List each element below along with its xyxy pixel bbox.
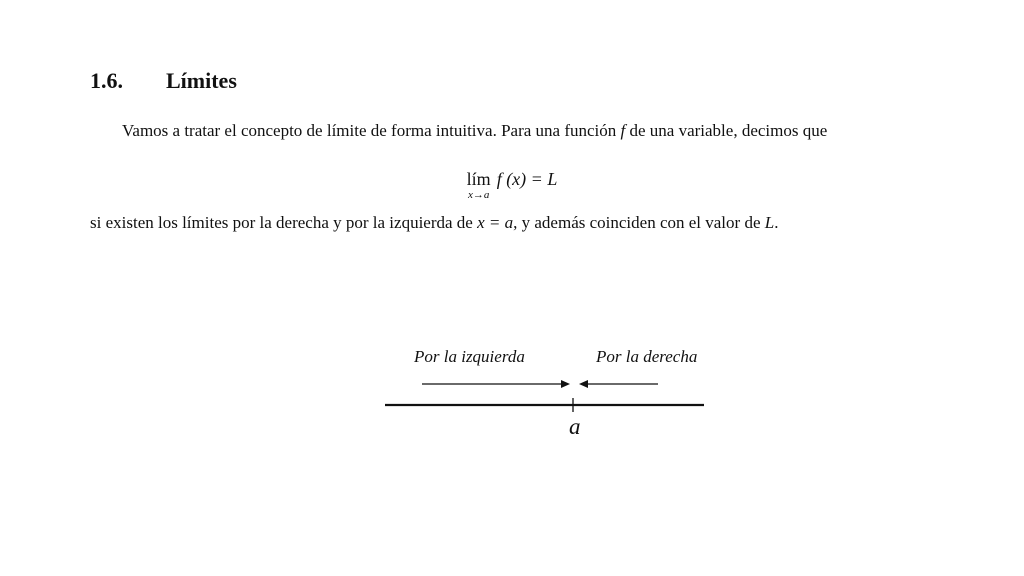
section-number: 1.6. <box>90 68 123 93</box>
lim-subscript: x→a <box>467 189 490 201</box>
var-L: L <box>764 213 775 232</box>
point-a-label: a <box>569 414 581 439</box>
right-arrowhead-icon <box>579 380 588 388</box>
right-approach-label: Por la derecha <box>596 347 698 366</box>
condition-text-3: . <box>774 213 779 232</box>
var-f: f <box>620 121 626 140</box>
condition-text-2: , y además coinciden con el valor de <box>513 213 765 232</box>
math-x-equals-a: x = a <box>477 213 514 232</box>
section-title: Límites <box>166 68 237 93</box>
lim-word: lím <box>466 169 491 189</box>
left-approach-label: Por la izquierda <box>414 347 525 366</box>
formula-body: f (x) = L <box>496 169 558 189</box>
intro-text-2: de una variable, decimos que <box>625 121 828 140</box>
left-arrowhead-icon <box>561 380 570 388</box>
condition-text-1: si existen los límites por la derecha y por la izquierda de <box>90 213 478 232</box>
intro-text-1: Vamos a tratar el concepto de límite de forma intuitiva. Para una función <box>122 121 621 140</box>
